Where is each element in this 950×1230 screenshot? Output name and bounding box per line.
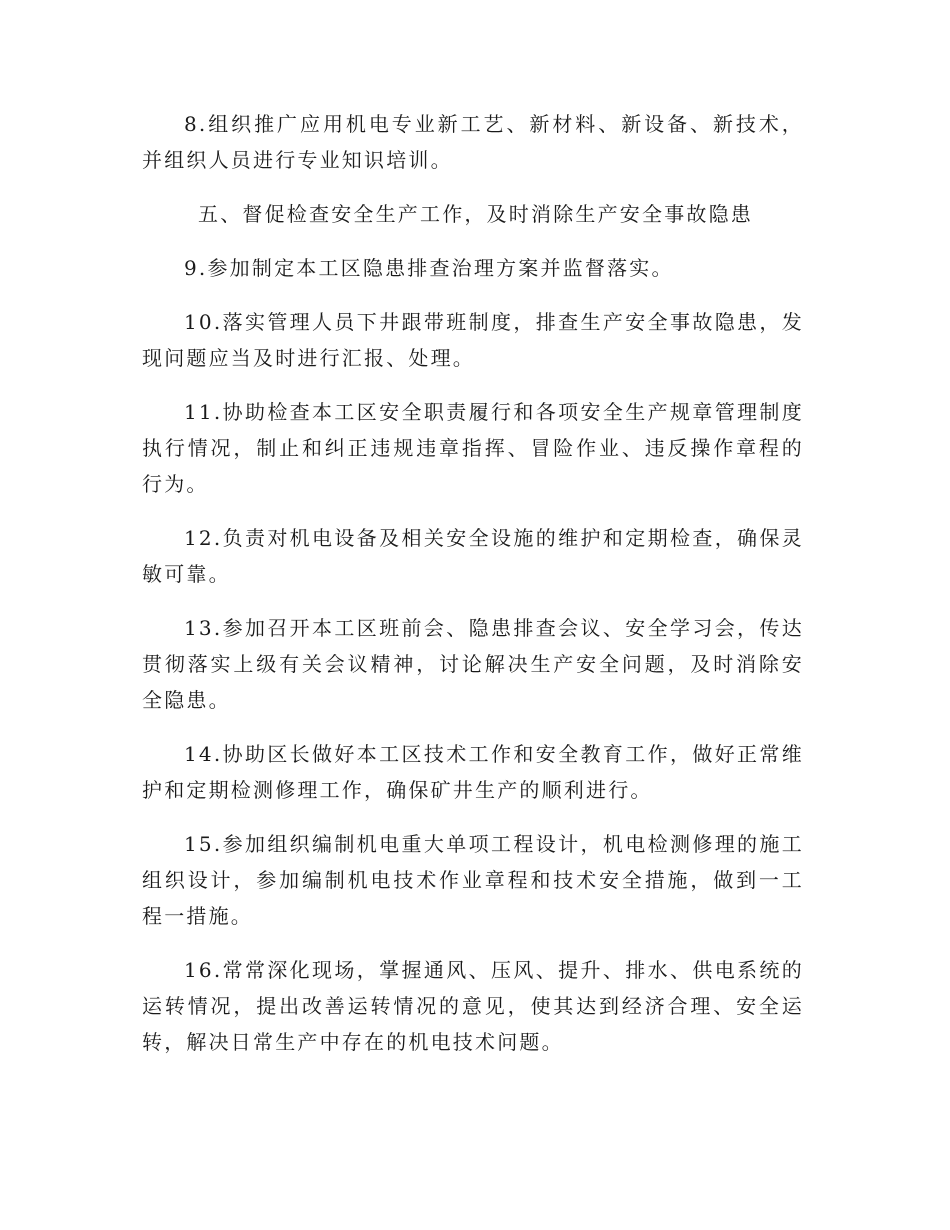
paragraph-9: 9.参加制定本工区隐患排查治理方案并监督落实。: [184, 256, 674, 280]
paragraph-11: 11.协助检查本工区安全职责履行和各项安全生产规章管理制度执行情况，制止和纠正违规违章指挥、冒险作业、违反操作章程的行为。: [142, 400, 804, 496]
paragraph-16: 16.常常深化现场，掌握通风、压风、提升、排水、供电系统的运转情况，提出改善运转情况的意见，使其达到经济合理、安全运转，解决日常生产中存在的机电技术问题。: [142, 958, 804, 1054]
paragraph-12: 12.负责对机电设备及相关安全设施的维护和定期检查，确保灵敏可靠。: [142, 526, 804, 586]
paragraph-10: 10.落实管理人员下井跟带班制度，排查生产安全事故隐患，发现问题应当及时进行汇报、处理。: [142, 310, 804, 370]
paragraph-14: 14.协助区长做好本工区技术工作和安全教育工作，做好正常维护和定期检测修理工作，确保矿井生产的顺利进行。: [142, 742, 804, 802]
paragraph-8: 8.组织推广应用机电专业新工艺、新材料、新设备、新技术，并组织人员进行专业知识培训。: [142, 112, 804, 172]
paragraph-13: 13.参加召开本工区班前会、隐患排查会议、安全学习会，传达贯彻落实上级有关会议精神，讨论解决生产安全问题，及时消除安全隐患。: [142, 616, 804, 712]
section-heading-5: 五、督促检查安全生产工作，及时消除生产安全事故隐患: [198, 202, 753, 226]
paragraph-15: 15.参加组织编制机电重大单项工程设计，机电检测修理的施工组织设计，参加编制机电技术作业章程和技术安全措施，做到一工程一措施。: [142, 832, 804, 928]
